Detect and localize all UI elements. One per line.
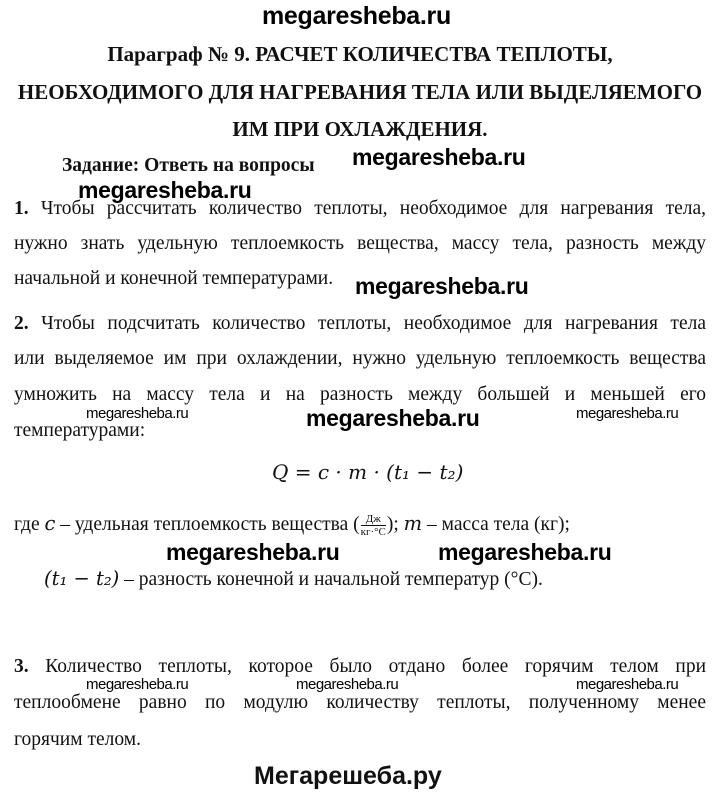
text: где [14, 514, 45, 535]
footer-watermark: Мегарешеба.ру [254, 762, 442, 790]
watermark: megaresheba.ru [352, 144, 526, 170]
answer-number: 3. [14, 656, 29, 677]
watermark: megaresheba.ru [576, 676, 679, 693]
watermark: megaresheba.ru [438, 539, 612, 565]
answer-text: Чтобы подсчитать количество теплоты, необходимое для нагревания тела [41, 313, 706, 334]
title-line-2: НЕОБХОДИМОГО ДЛЯ НАГРЕВАНИЯ ТЕЛА ИЛИ ВЫДЕЛЯЕМОГО [17, 80, 703, 104]
answer-2-line: или выделяемое им при охлаждении, нужно удельную теплоемкость вещества [14, 348, 706, 369]
definition-delta [44, 567, 543, 591]
answer-3-line: теплообмене равно по модулю количеству теплоты, полученному менее [14, 692, 706, 713]
unit-denominator: кг·°C [360, 526, 386, 539]
answer-1-line: начальной и конечной температурами. [14, 268, 334, 289]
watermark: megaresheba.ru [78, 177, 252, 203]
answer-2-line: температурами: [14, 420, 146, 441]
answer-1-line: нужно знать удельную теплоемкость вещества, массу тела, разность между [14, 233, 706, 254]
answer-3-line: горячим телом. [14, 729, 141, 750]
title-line-3: ИМ ПРИ ОХЛАЖДЕНИЯ. [232, 117, 488, 141]
answer-text: Чтобы рассчитать количество теплоты, необходимое для нагревания тела, [40, 198, 707, 219]
watermark: megaresheba.ru [576, 405, 679, 422]
task-label: Задание: Ответь на вопросы [62, 155, 315, 176]
unit-numerator: Дж [365, 513, 381, 526]
answer-number: 1. [14, 198, 29, 219]
answer-2-line [14, 313, 706, 335]
watermark: megaresheba.ru [166, 539, 340, 565]
watermark: megaresheba.ru [355, 273, 529, 299]
watermark: megaresheba.ru [306, 405, 480, 431]
text: ); [386, 514, 404, 535]
answer-number: 2. [14, 313, 29, 334]
formula: Q = c · m · (t₁ − t₂) [272, 460, 464, 484]
symbol-c: c [44, 512, 56, 535]
text: – удельная теплоемкость вещества ( [55, 514, 360, 535]
answer-2-line: умножить на массу тела и на разность между большей и меньшей его [14, 384, 706, 405]
text: – разность конечной и начальной температур (°С). [119, 569, 543, 590]
symbol-delta-t: (t₁ − t₂) [44, 567, 120, 590]
answer-1-line [14, 198, 706, 220]
watermark: megaresheba.ru [86, 676, 189, 693]
answer-text: Количество теплоты, которое было отдано более горячим телом при [45, 656, 707, 677]
header-watermark: megaresheba.ru [262, 2, 451, 30]
watermark: megaresheba.ru [296, 676, 399, 693]
answer-3-line [14, 656, 706, 678]
watermark: megaresheba.ru [86, 405, 189, 422]
definition-c-m [14, 512, 570, 538]
text: – масса тела (кг); [422, 514, 570, 535]
title-line-1: Параграф № 9. РАСЧЕТ КОЛИЧЕСТВА ТЕПЛОТЫ, [107, 42, 613, 66]
symbol-m: m [403, 512, 423, 535]
unit-fraction [361, 513, 386, 538]
